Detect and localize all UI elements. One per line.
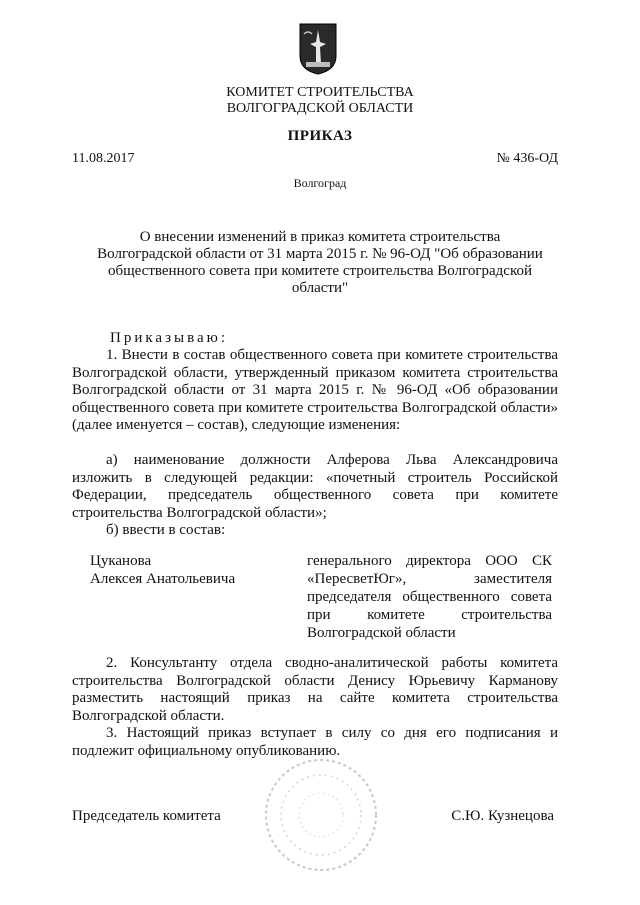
item-2-text: 2. Консультанту отдела сводно-аналитической работы комитета строительства Волгоградской области Денису Юрьевичу Карманову разместить настоящий приказ на сайте комитета строительства Волгоградской области. [72, 655, 558, 724]
committee-name-line1: КОМИТЕТ СТРОИТЕЛЬСТВА [226, 85, 414, 100]
subject-line-1: О внесении изменений в приказ комитета строительства [139, 229, 501, 245]
member-role: генерального директора ООО СК «ПересветЮг», заместителя председателя общественного совета при комитете строительства Волгоградской области [307, 553, 552, 641]
item-1b [72, 522, 558, 540]
item-1a-text: а) наименование должности Алферова Льва Александровича изложить в следующей редакции: «почетный строитель Российской Федерации, председатель общественного совета при комитете строительства Волгоградской области»; [72, 452, 558, 521]
document-number: № 436-ОД [496, 151, 558, 166]
order-word-text: Приказываю: [110, 330, 228, 346]
document-date: 11.08.2017 [72, 151, 135, 166]
subject-line-2: Волгоградской области от 31 марта 2015 г. № 96-ОД "Об образовании [97, 246, 543, 262]
official-seal [262, 756, 380, 874]
document-city: Волгоград [293, 176, 347, 190]
subject-line-3: общественного совета при комитете строительства Волгоградской [107, 263, 533, 279]
signatory-position: Председатель комитета [72, 808, 221, 824]
coat-of-arms-emblem [296, 22, 340, 76]
item-1 [72, 347, 558, 435]
item-1-text: 1. Внести в состав общественного совета при комитете строительства Волгоградской области, утвержденный приказом комитета строительства Волгоградской области от 31 марта 2015 г. № 96-ОД «Об образовании общественного совета при комитете строительства Волгоградской области» (далее именуется – состав), следующие изменения: [72, 347, 558, 433]
item-3 [72, 725, 558, 760]
signatory-name: С.Ю. Кузнецова [451, 808, 554, 824]
member-given-names: Алексея Анатольевича [90, 571, 236, 587]
document-type-title: ПРИКАЗ [287, 128, 353, 144]
item-3-text: 3. Настоящий приказ вступает в силу со дня его подписания и подлежит официальному опубликованию. [72, 725, 558, 759]
member-surname: Цуканова [90, 553, 152, 569]
item-2 [72, 655, 558, 725]
committee-name-line2: ВОЛГОГРАДСКОЙ ОБЛАСТИ [226, 101, 414, 116]
order-word [72, 330, 558, 348]
item-1a [72, 452, 558, 522]
subject-line-4: области" [291, 280, 349, 296]
item-1b-text: б) ввести в состав: [106, 522, 226, 538]
